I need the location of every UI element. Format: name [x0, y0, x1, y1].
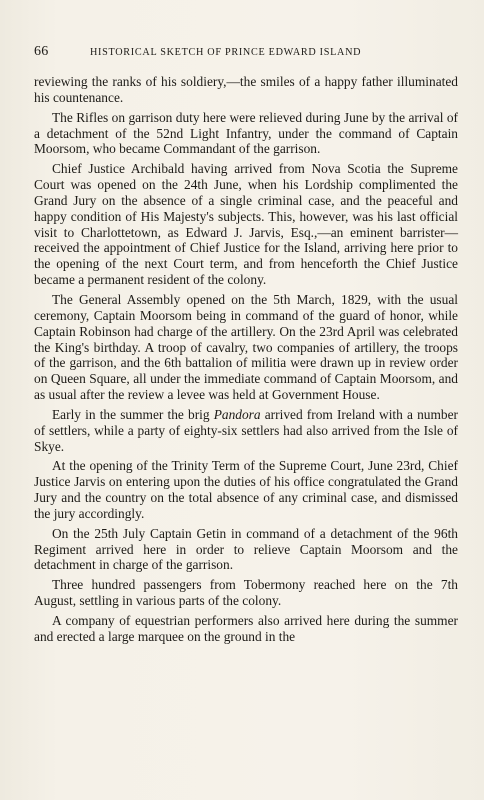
paragraph-pandora-arrival [34, 407, 458, 455]
paragraph-tobermony-passengers: Three hundred passengers from Tobermony reached here on the 7th August, settling in various parts of the colony. [34, 577, 458, 609]
page-body [34, 74, 458, 645]
paragraph-text-after-ship: arrived from Ireland with a number of settlers, while a party of eighty-six settlers had also arrived from the Isle of Skye. [34, 406, 458, 454]
paragraph-supreme-court: Chief Justice Archibald having arrived from Nova Scotia the Supreme Court was opened on the 24th June, when his Lordship complimented the Grand Jury on the absence of a single criminal case, and the peaceful and happy condition of His Majesty's subjects. This, however, was his last official visit to Charlottetown, as Edward J. Jarvis, Esq.,—an eminent barrister—received the appointment of Chief Justice for the Island, arriving here prior to the opening of the next Court term, and from henceforth the Chief Justice became a permanent resident of the colony. [34, 161, 458, 288]
paragraph-equestrian-performers: A company of equestrian performers also arrived here during the summer and erected a large marquee on the ground in the [34, 613, 458, 644]
paragraph-continued: reviewing the ranks of his soldiery,—the smiles of a happy father illuminated his countenance. [34, 74, 458, 105]
paragraph-captain-getin: On the 25th July Captain Getin in command of a detachment of the 96th Regiment arrived here in order to relieve Captain Moorsom and the detachment in charge of the garrison. [34, 525, 458, 573]
running-head-title: HISTORICAL SKETCH OF PRINCE EDWARD ISLAND [90, 47, 362, 58]
page-number: 66 [34, 44, 49, 59]
ship-name: Pandora [213, 406, 261, 422]
running-head [34, 44, 458, 66]
paragraph-trinity-term: At the opening of the Trinity Term of the Supreme Court, June 23rd, Chief Justice Jarvis on entering upon the duties of his office congratulated the Grand Jury and the country on the total absence of any criminal case, and dismissed the jury accordingly. [34, 458, 458, 521]
paragraph-rifles-relieved: The Rifles on garrison duty here were relieved during June by the arrival of a detachment of the 52nd Light Infantry, under the command of Captain Moorsom, who became Commandant of the garrison. [34, 109, 458, 157]
paragraph-general-assembly: The General Assembly opened on the 5th March, 1829, with the usual ceremony, Captain Moorsom being in command of the guard of honor, while Captain Robinson had charge of the artillery. On the 23rd April was celebrated the King's birthday. A troop of cavalry, two companies of artillery, the troops of the garrison, and the 6th battalion of militia were drawn up in review order on Queen Square, all under the immediate command of Captain Moorsom, and as usual after the review a levee was held at Government House. [34, 291, 458, 403]
paragraph-text-before-ship: Early in the summer the brig [52, 406, 214, 422]
